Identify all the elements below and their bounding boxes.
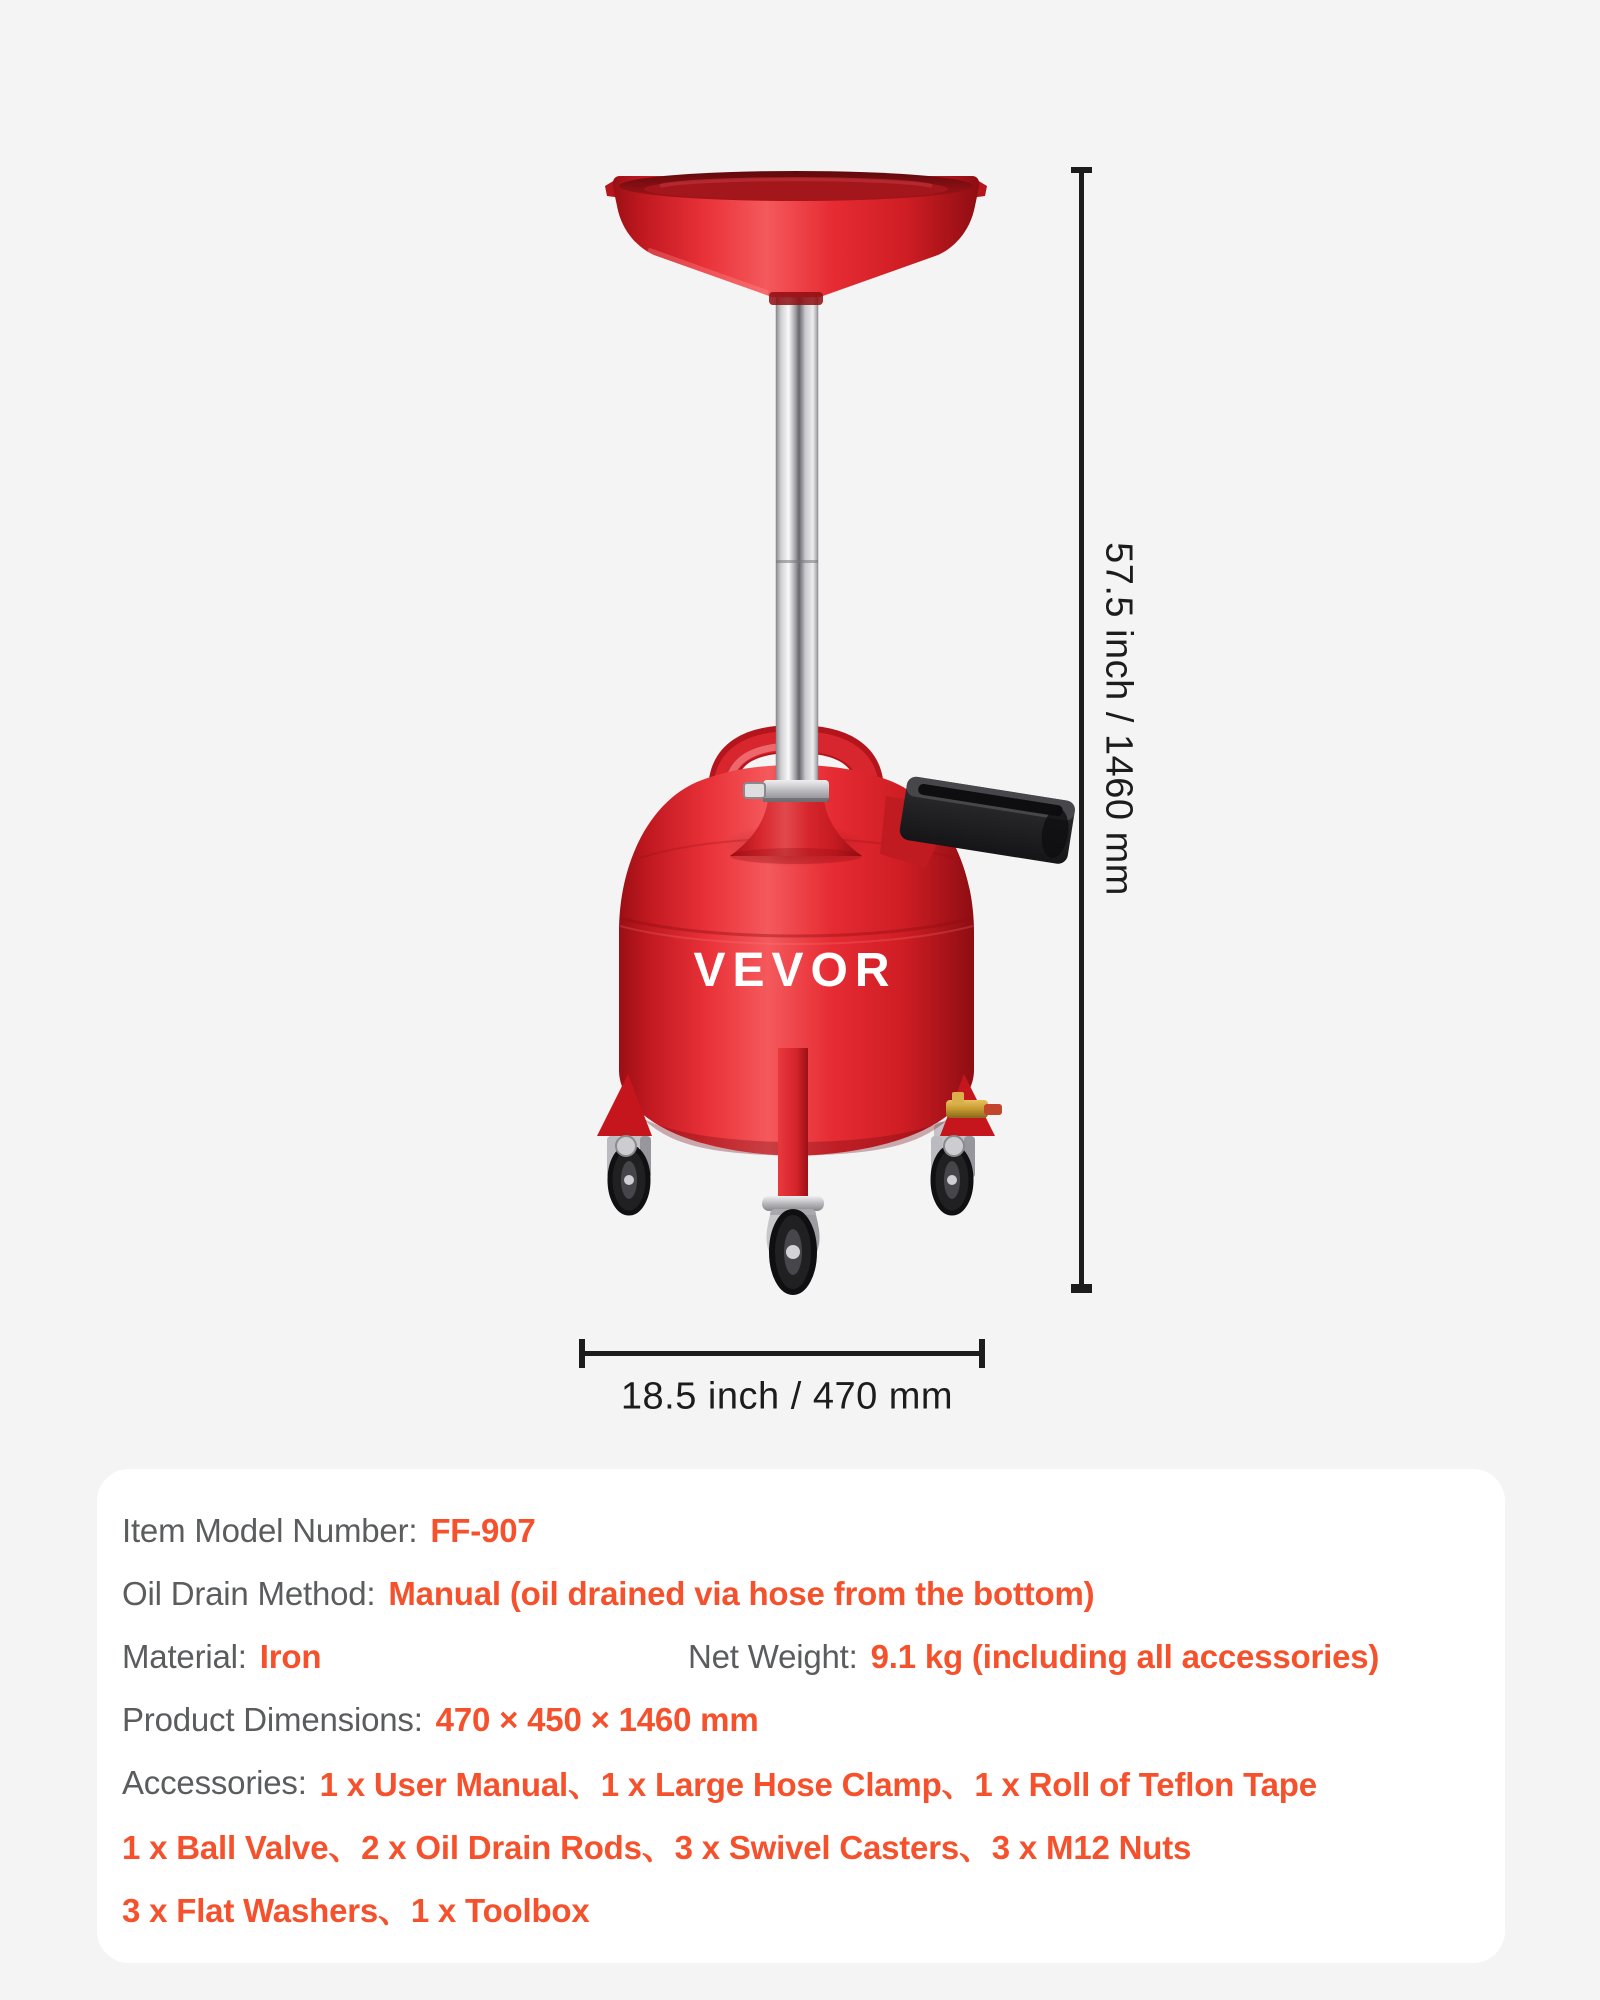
spec-row-material-weight (122, 1625, 1465, 1688)
oil-collection-tray (880, 775, 1076, 868)
spec-row-accessories-continued (122, 1814, 1465, 1877)
spec-value: 9.1 kg (including all accessories) (870, 1637, 1380, 1675)
spec-value: 3 x Flat Washers、1 x Toolbox (122, 1892, 590, 1929)
spec-value: 470 × 450 × 1460 mm (435, 1700, 759, 1738)
hose-clamp (744, 780, 829, 802)
spec-card (97, 1469, 1505, 1963)
spec-row-accessories-continued-2 (122, 1877, 1465, 1940)
spec-row-drain-method (122, 1562, 1465, 1625)
spec-row-accessories (122, 1751, 1465, 1814)
spec-label: Net Weight: (688, 1637, 858, 1675)
spec-label: Product Dimensions: (122, 1700, 423, 1738)
drain-funnel (605, 171, 987, 305)
spec-label: Item Model Number: (122, 1511, 418, 1549)
width-dimension-label: 18.5 inch / 470 mm (620, 1375, 954, 1418)
width-dimension-line (579, 1339, 985, 1368)
spec-label: Oil Drain Method: (122, 1574, 376, 1612)
spec-pair-net-weight (688, 1625, 1379, 1688)
spec-value: FF-907 (430, 1511, 536, 1549)
spec-value: Manual (oil drained via hose from the bottom) (388, 1574, 1095, 1612)
funnel-pole (776, 297, 818, 792)
spec-value: 1 x Ball Valve、2 x Oil Drain Rods、3 x Swivel Casters、3 x M12 Nuts (122, 1829, 1192, 1866)
height-dimension-line (1071, 167, 1092, 1293)
brand-logo: VEVOR (693, 944, 897, 997)
spec-row-product-dimensions (122, 1688, 1465, 1751)
spec-label: Accessories: (122, 1763, 307, 1801)
height-dimension-label: 57.5 inch / 1460 mm (1097, 542, 1140, 896)
spec-label: Material: (122, 1637, 247, 1675)
spec-value: 1 x User Manual、1 x Large Hose Clamp、1 x Roll of Teflon Tape (319, 1766, 1317, 1803)
spec-row-model (122, 1499, 1465, 1562)
spec-value: Iron (259, 1637, 322, 1675)
